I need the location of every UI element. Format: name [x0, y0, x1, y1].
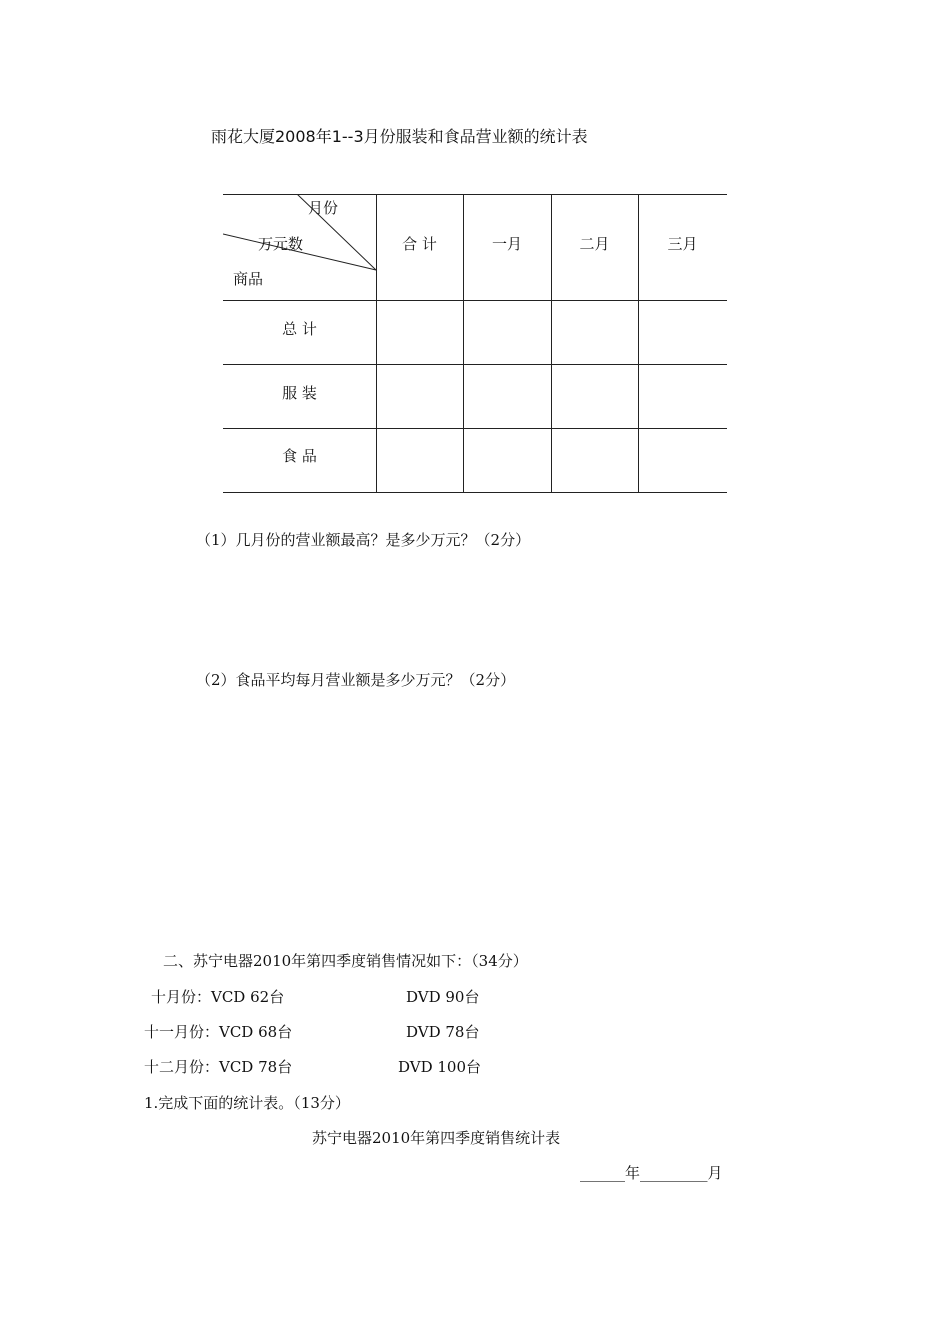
row-header-total: 总 计	[282, 320, 317, 338]
table-row-divider	[223, 364, 727, 365]
corner-goods-label: 商品	[233, 270, 264, 288]
year-label: 年	[625, 1164, 641, 1182]
task-1: 1.完成下面的统计表。（13分）	[144, 1094, 350, 1112]
row-header-clothing: 服 装	[282, 384, 317, 402]
month-blank: _________	[640, 1164, 708, 1182]
table1-title: 雨花大厦2008年1--3月份服装和食品营业额的统计表	[211, 127, 588, 146]
col-header-total: 合 计	[402, 235, 437, 253]
corner-unit-label: 万元数	[258, 235, 304, 253]
question-1: （1）几月份的营业额最高？是多少万元？（2分）	[196, 531, 531, 549]
question-2: （2）食品平均每月营业额是多少万元？（2分）	[196, 671, 516, 689]
month-label: 月	[707, 1164, 723, 1182]
corner-month-label: 月份	[308, 199, 339, 217]
col-header-feb: 二月	[579, 235, 610, 253]
data-line-oct: 十月份：VCD 62台	[151, 988, 285, 1006]
section2-heading: 二、苏宁电器2010年第四季度销售情况如下：（34分）	[163, 952, 528, 970]
data-line-nov-dvd: DVD 78台	[406, 1023, 480, 1041]
col-header-jan: 一月	[491, 235, 522, 253]
col-header-mar: 三月	[667, 235, 698, 253]
table-row-divider	[223, 428, 727, 429]
data-line-dec-dvd: DVD 100台	[398, 1058, 482, 1076]
date-line	[580, 1162, 723, 1183]
table2-title: 苏宁电器2010年第四季度销售统计表	[312, 1129, 561, 1147]
data-line-oct-dvd: DVD 90台	[406, 988, 480, 1006]
row-header-food: 食 品	[282, 447, 317, 465]
table-border-bottom	[223, 492, 727, 493]
year-blank: ______	[580, 1164, 625, 1182]
data-line-dec: 十二月份：VCD 78台	[144, 1058, 293, 1076]
revenue-table	[223, 194, 727, 493]
data-line-nov: 十一月份：VCD 68台	[144, 1023, 293, 1041]
